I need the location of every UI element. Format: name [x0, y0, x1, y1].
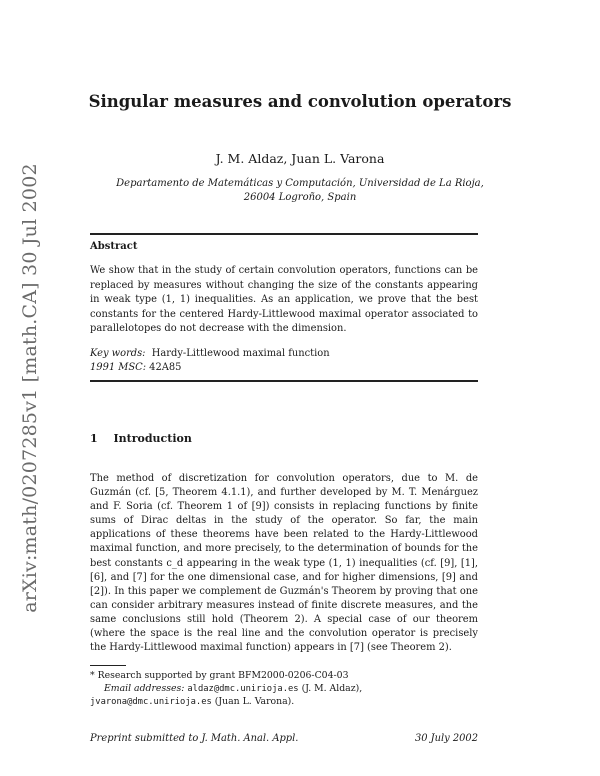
email-varona-owner: (Juan L. Varona). [214, 696, 295, 707]
abstract-heading: Abstract [90, 241, 138, 252]
abstract-bottom-rule [90, 380, 478, 382]
msc-line [90, 362, 478, 373]
introduction-paragraph: The method of discretization for convolution operators, due to M. de Guzmán (cf. [5, Theorem 4.1.1), and further developed by M. T. Menárguez and F. Soria (cf. Theorem 1 of [9]) consists in replacing functions by finite sums of Dirac deltas in the study of the operator. So far, the main applications of these theorems have been related to the Hardy-Littlewood maximal function, and more precisely, to the determination of bounds for the best constants c_d appearing in the weak type (1, 1) inequalities (cf. [9], [1], [6], and [7] for the one dimensional case, and for higher dimensions, [9] and [2]). In this paper we complement de Guzmán's Theorem by proving that one can consider arbitrary measures instead of finite discrete measures, and the same conclusions still hold (Theorem 2). A special case of our theorem (where the space is the real line and the convolution operator is precisely the Hardy-Littlewood maximal function) appears in [7] (see Theorem 2). [90, 473, 478, 654]
footnote-support-text: Research supported by grant BFM2000-0206-C04-03 [97, 670, 349, 681]
section-heading [90, 432, 192, 445]
footnote-emails [90, 683, 492, 694]
keywords-value: Hardy-Littlewood maximal function [151, 348, 330, 359]
footnote-support [90, 670, 478, 681]
section-number: 1 [90, 432, 98, 445]
keywords-label: Key words: [90, 348, 146, 359]
email-aldaz[interactable]: aldaz@dmc.unirioja.es [187, 684, 299, 694]
abstract-text: We show that in the study of certain convolution operators, functions can be replaced by measures without changing the size of the constants appearing in weak type (1, 1) inequalities. As an application, we prove that the best constants for the centered Hardy-Littlewood maximal operator associated to parallelotopes do not decrease with the dimension. [90, 265, 478, 334]
affiliation [0, 177, 600, 205]
msc-value: 42A85 [149, 362, 182, 373]
author-list: J. M. Aldaz, Juan L. Varona [215, 151, 385, 166]
footnote-emails-cont [90, 696, 478, 707]
footnote-marker: * [90, 670, 95, 681]
email-label: Email addresses: [104, 683, 185, 694]
footer-date: 30 July 2002 [414, 733, 478, 744]
keywords-line [90, 348, 478, 359]
abstract-top-rule [90, 233, 478, 235]
paper-title: Singular measures and convolution operators [88, 92, 512, 111]
footer-preprint: Preprint submitted to J. Math. Anal. Appl. [90, 733, 299, 744]
arxiv-sidebar-stamp: arXiv:math/0207285v1 [math.CA] 30 Jul 2002 [19, 163, 41, 613]
email-aldaz-owner: (J. M. Aldaz), [301, 683, 363, 694]
section-title: Introduction [113, 432, 192, 445]
msc-label: 1991 MSC: [90, 362, 147, 373]
affiliation-line-2: 26004 Logroño, Spain [243, 192, 357, 203]
affiliation-line-1: Departamento de Matemáticas y Computación, Universidad de La Rioja, [116, 178, 484, 189]
email-varona[interactable]: jvarona@dmc.unirioja.es [90, 697, 212, 707]
footnote-rule [90, 665, 126, 666]
